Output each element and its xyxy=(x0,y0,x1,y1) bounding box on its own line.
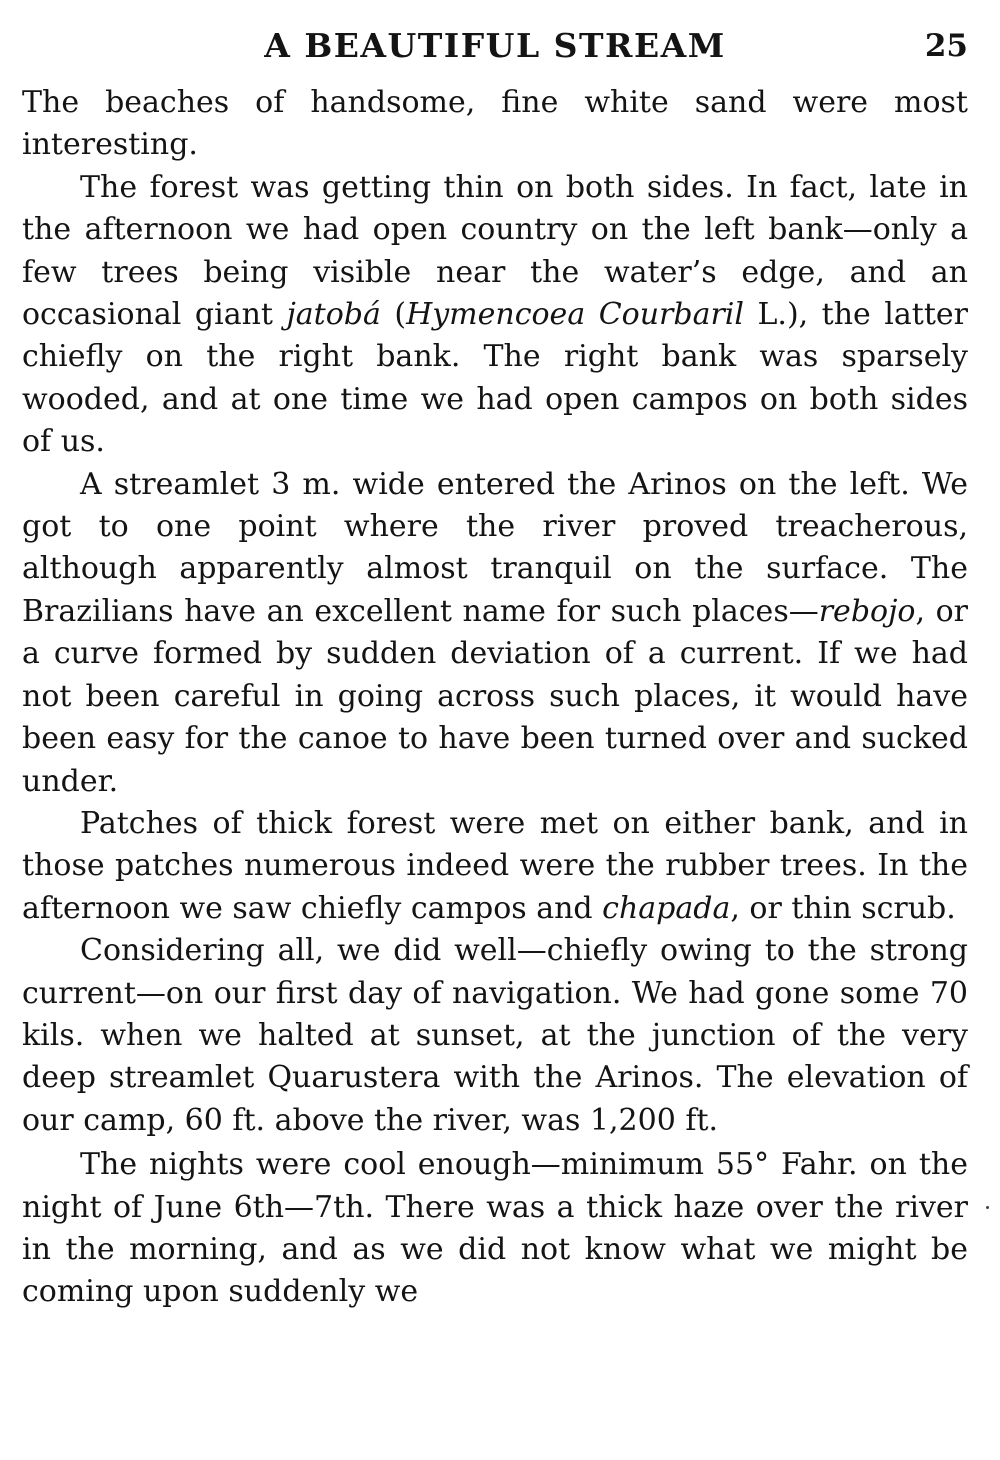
paragraph-text: A streamlet 3 m. wide entered the Arinos on the left. We got to one point where the river proved treacherous, although apparently almost tranquil on the surface. The Brazilians have an excellent name for such places— xyxy=(22,466,968,629)
paragraph-text: The beaches of handsome, fine white sand were most interesting. xyxy=(22,85,968,163)
page-number: 25 xyxy=(924,28,968,64)
paragraph-text: Patches of thick forest were met on either bank, and in those patches numerous indeed were the rubber trees. In the afternoon we saw chiefly campos and xyxy=(22,805,968,926)
paragraph-text: The nights were cool enough—minimum 55° Fahr. on the night of June 6th—7th. There was a thick haze over the river in the morning, and as we did not know what we might be coming upon suddenly we xyxy=(22,1147,968,1310)
paragraph-patches xyxy=(22,803,968,930)
book-page xyxy=(22,24,968,1314)
paragraph-text: , or thin scrub. xyxy=(730,890,956,926)
italic-term-chapada: chapada xyxy=(602,890,731,926)
paragraph-nights xyxy=(22,1144,968,1314)
running-title: A BEAUTIFUL STREAM xyxy=(264,26,726,65)
italic-term-jatoba: jatobá xyxy=(286,297,381,333)
paragraph-text: L.), the latter chiefly on the right bank. The right bank was sparsely wooded, and at one time we had open campos on both sides of us. xyxy=(22,297,968,460)
paragraph-forest xyxy=(22,167,968,464)
body-text xyxy=(22,82,968,1314)
paragraph-text: Considering all, we did well—chiefly owing to the strong current—on our first day of navigation. We had gone some 70 kils. when we halted at sunset, at the junction of the very deep streamlet Quarustera with the Arinos. The elevation of our camp, 60 ft. above the river, was 1,200 ft. xyxy=(22,933,968,1138)
paragraph-streamlet xyxy=(22,464,968,803)
paragraph-beaches xyxy=(22,82,968,167)
running-head xyxy=(22,24,968,76)
paragraph-text: ( xyxy=(380,297,407,333)
paragraph-considering xyxy=(22,930,968,1142)
print-speck xyxy=(986,1206,989,1209)
italic-term-species: Hymencoea Courbaril xyxy=(406,297,744,333)
italic-term-rebojo: rebojo xyxy=(818,593,916,629)
paragraph-text: The forest was getting thin on both sides. In fact, late in the afternoon we had open country on the left bank—only a few trees being visible near the water’s edge, and an occasional giant xyxy=(22,169,968,333)
paragraph-text: , or a curve formed by sudden deviation of a current. If we had not been careful in going across such places, it would have been easy for the canoe to have been turned over and sucked under. xyxy=(22,593,968,799)
